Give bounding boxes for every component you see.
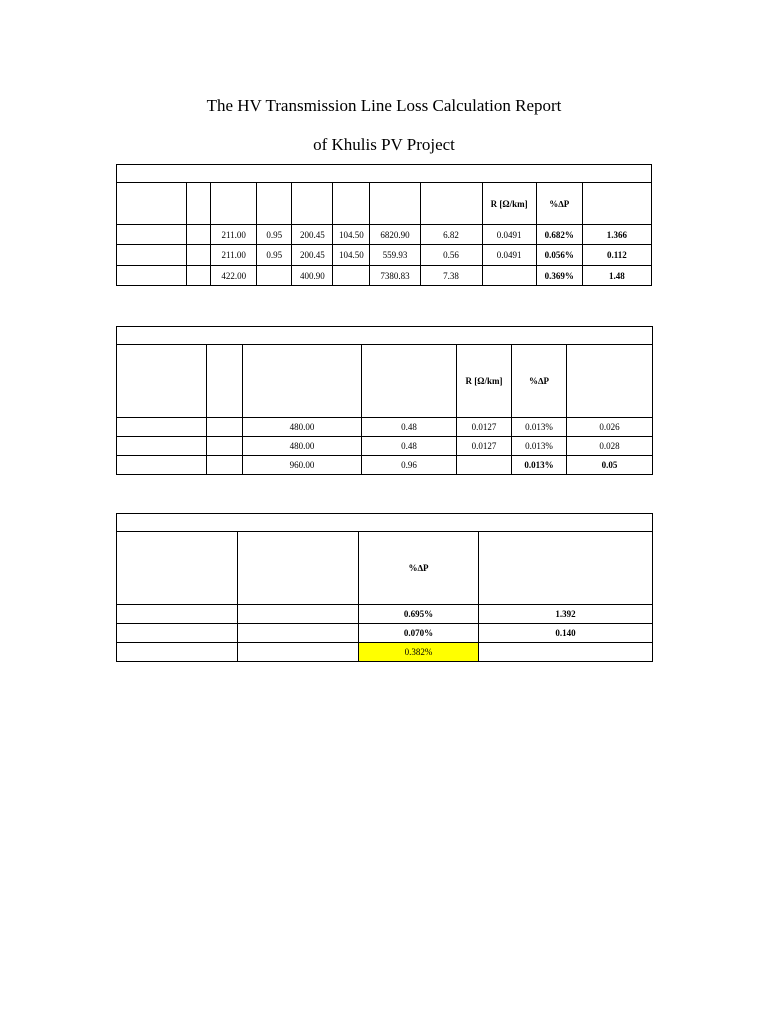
table-row-total	[117, 456, 653, 475]
table-cell: 6820.90	[370, 225, 420, 245]
table-cell	[207, 418, 243, 437]
table-cell: 0.95	[257, 245, 292, 266]
table-cell: 0.028	[567, 437, 653, 456]
header-loss-percent: %∆P	[359, 532, 479, 605]
table-cell: 7380.83	[370, 266, 420, 286]
table-cell	[187, 225, 211, 245]
table-cell: 211.00	[211, 245, 257, 266]
table-header-cell	[211, 183, 257, 225]
table-cell: 0.013%	[512, 437, 567, 456]
table-cell: 0.013%	[512, 456, 567, 475]
table-header-cell	[117, 183, 187, 225]
table-cell	[238, 605, 359, 624]
table-row	[117, 225, 652, 245]
table-cell: 480.00	[243, 437, 362, 456]
table-header-cell	[257, 183, 292, 225]
table-header-cell	[582, 183, 651, 225]
table-cell: 1.48	[582, 266, 651, 286]
table-header-cell	[187, 183, 211, 225]
table-header-cell	[292, 183, 333, 225]
table-cell	[117, 266, 187, 286]
table-cell	[117, 245, 187, 266]
table-cell: 211.00	[211, 225, 257, 245]
table-header-cell	[117, 345, 207, 418]
table-cell: 0.0491	[482, 245, 536, 266]
report-title-line-2: of Khulis PV Project	[313, 135, 455, 154]
table-row	[117, 624, 653, 643]
table-cell	[117, 643, 238, 662]
table-loss-summary	[116, 513, 653, 662]
table-header-cell	[238, 532, 359, 605]
table-cell: 0.140	[479, 624, 653, 643]
table-header-cell	[479, 532, 653, 605]
table-cell	[117, 225, 187, 245]
table-cell	[117, 624, 238, 643]
table-cell: 0.026	[567, 418, 653, 437]
table-row	[117, 245, 652, 266]
table-row	[117, 418, 653, 437]
header-loss-percent: %∆P	[512, 345, 567, 418]
table-header-cell	[420, 183, 482, 225]
table-cell	[117, 605, 238, 624]
table-cell: 0.48	[362, 418, 457, 437]
table-row	[117, 605, 653, 624]
table-cell: 0.05	[567, 456, 653, 475]
table-cell: 400.90	[292, 266, 333, 286]
table-header-cell	[243, 345, 362, 418]
table-cell: 0.070%	[359, 624, 479, 643]
table-cell: 422.00	[211, 266, 257, 286]
table-mv-line-loss	[116, 326, 653, 475]
header-resistance: R [Ω/km]	[482, 183, 536, 225]
table-cell: 960.00	[243, 456, 362, 475]
header-loss-percent: %∆P	[536, 183, 582, 225]
table-header-cell	[567, 345, 653, 418]
table-cell: 559.93	[370, 245, 420, 266]
table-cell: 0.0127	[457, 418, 512, 437]
table-cell	[457, 456, 512, 475]
table-cell: 0.56	[420, 245, 482, 266]
table-cell: 104.50	[333, 245, 370, 266]
table-cell: 7.38	[420, 266, 482, 286]
table-header-cell	[333, 183, 370, 225]
table-title-row	[117, 165, 652, 183]
table-header-cell	[117, 532, 238, 605]
table-header-cell	[362, 345, 457, 418]
table-row-total	[117, 266, 652, 286]
table-cell	[117, 437, 207, 456]
table-hv-line-loss	[116, 164, 652, 286]
table-cell: 0.48	[362, 437, 457, 456]
table-cell	[482, 266, 536, 286]
table-cell	[187, 245, 211, 266]
table-cell: 0.369%	[536, 266, 582, 286]
table-cell	[238, 624, 359, 643]
table-cell: 1.392	[479, 605, 653, 624]
table-cell: 0.0491	[482, 225, 536, 245]
table-cell	[257, 266, 292, 286]
table-row	[117, 437, 653, 456]
highlighted-total-loss-cell: 0.382%	[359, 643, 479, 662]
table-title-row	[117, 327, 653, 345]
table-cell	[117, 418, 207, 437]
header-resistance: R [Ω/km]	[457, 345, 512, 418]
table-cell	[479, 643, 653, 662]
table-cell	[207, 456, 243, 475]
table-cell: 480.00	[243, 418, 362, 437]
table-header-cell	[207, 345, 243, 418]
table-cell: 6.82	[420, 225, 482, 245]
table-title-row	[117, 514, 653, 532]
table-cell	[333, 266, 370, 286]
table-cell: 200.45	[292, 225, 333, 245]
table-row-total	[117, 643, 653, 662]
table-cell: 1.366	[582, 225, 651, 245]
table-cell: 104.50	[333, 225, 370, 245]
table-cell: 0.695%	[359, 605, 479, 624]
table-cell: 0.95	[257, 225, 292, 245]
table-cell	[207, 437, 243, 456]
table-cell	[238, 643, 359, 662]
table-cell: 200.45	[292, 245, 333, 266]
table-cell	[187, 266, 211, 286]
table-cell: 0.112	[582, 245, 651, 266]
table-cell	[117, 456, 207, 475]
table-cell: 0.0127	[457, 437, 512, 456]
table-cell: 0.056%	[536, 245, 582, 266]
report-title-line-1: The HV Transmission Line Loss Calculation Report	[206, 96, 562, 115]
table-cell: 0.682%	[536, 225, 582, 245]
table-cell: 0.013%	[512, 418, 567, 437]
table-header-cell	[370, 183, 420, 225]
table-cell: 0.96	[362, 456, 457, 475]
